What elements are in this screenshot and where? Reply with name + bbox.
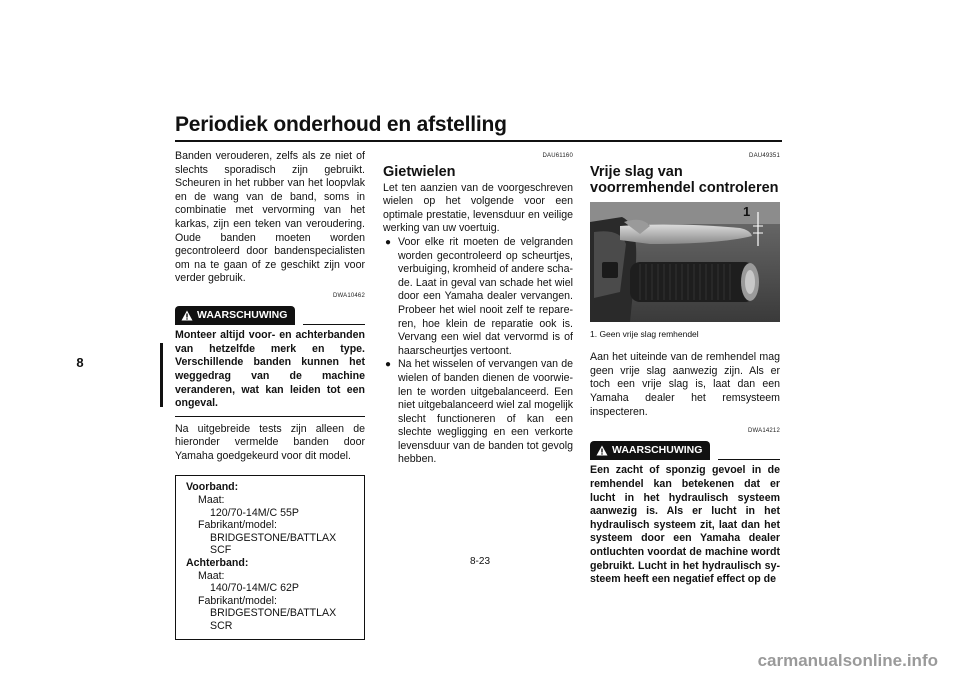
tire-aging-paragraph: Banden verouderen, zelfs als ze niet of slechts sporadisch zijn gebruikt. Scheuren in het rubber van het loopvlak en de wang van de band, soms in combinatie met vervorming van het karkas, zijn een teken van veroudering. Oude banden moeten worden gecontroleerd door bandenspecialisten om na te gaan of ze geschikt zijn voor verder gebruik. (175, 150, 365, 285)
brake-lever-photo (590, 202, 780, 322)
warning-badge (175, 306, 295, 326)
section-code: DAU61160 (542, 153, 573, 159)
approved-tires-paragraph: Na uitgebreide tests zijn alleen de hieronder vermelde banden door Yamaha goedgekeurd voor dit model. (175, 422, 365, 462)
column-3 (590, 150, 780, 587)
brake-lever-illustration (590, 202, 780, 322)
rear-model-value: BRIDGESTONE/BATTLAX SCR (210, 607, 337, 632)
rear-tire-label: Achterband: (186, 557, 249, 570)
rear-size-value: 140/70-14M/C 62P (210, 582, 299, 595)
front-size-label: Maat: (198, 494, 225, 507)
page-title: Periodiek onderhoud en afstelling (175, 113, 507, 136)
warning-badge (590, 441, 710, 461)
free-play-paragraph: Aan het uiteinde van de remhendel mag geen vrije slag aanwezig zijn. Als er toch een vrije slag is, laat dan een Yamaha dealer het remsysteem inspecteren. (590, 351, 780, 418)
section-heading: Vrije slag van voorremhendel controleren (590, 163, 779, 196)
front-model-label: Fabrikant/model: (198, 519, 277, 532)
rear-model-label: Fabrikant/model: (198, 594, 277, 607)
bullet-icon: ● (385, 359, 392, 371)
warning-header (590, 441, 780, 461)
rear-size-label: Maat: (198, 569, 225, 582)
warning-label: WAARSCHUWING (197, 308, 288, 321)
callout-number: 1 (743, 203, 751, 219)
wheels-intro: Let ten aanzien van de voorgeschreven wielen op het volgende voor een optimale prestatie, levensduur en veilige werking van uw voertuig. (383, 181, 573, 235)
front-model-value: BRIDGESTONE/BATTLAX SCF (210, 531, 337, 557)
warning-rule (303, 323, 365, 325)
front-tire-label: Voorband: (186, 481, 239, 494)
warning-text: Een zacht of sponzig gevoel in de remhendel kan betekenen dat er lucht in het hydraulisch systeem aanwezig is. Als er lucht in het hydraulisch systeem zit, laat dan het systeem door een Yamaha dealer ontluchten voordat de machine wordt gebruikt. Lucht in het hydraulisch systeem heeft een negatief effect op de (590, 464, 780, 586)
list-item (383, 236, 573, 358)
warning-header (175, 306, 365, 326)
warning-rule (718, 458, 780, 460)
warning-code: DWA14212 (747, 428, 780, 435)
front-size-value: 120/70-14M/C 55P (210, 506, 299, 519)
chapter-bar (160, 343, 163, 407)
figure-caption: 1. Geen vrije slag remhendel (590, 328, 699, 339)
warning-triangle-icon (181, 310, 193, 321)
list-item-text: Voor elke rit moeten de velgranden worden gecontroleerd op scheurtjes, verbuiging, kromheid of andere schade. Laat in geval van schade het wiel door een Yamaha dealer vervangen. Probeer het wiel nooit zelf te repareren, hoe klein de reparatie ook is. Vervang een wiel dat vervormd is of haarscheurtjes vertoont. (398, 235, 573, 357)
warning-label: WAARSCHUWING (612, 443, 703, 456)
warning-triangle-icon (596, 445, 608, 456)
section-code: DAU49351 (749, 153, 780, 159)
bullet-icon: ● (385, 236, 392, 248)
section-heading: Gietwielen (383, 163, 456, 180)
column-2 (383, 150, 573, 467)
list-item (383, 358, 573, 467)
warning-text: Monteer altijd voor- en achterbanden van hetzelfde merk en type. Verschillende banden kunnen het weggedrag van de machine veranderen, wat kan leiden tot een ongeval. (175, 325, 365, 417)
title-rule (175, 140, 782, 142)
list-item-text: Na het wisselen of vervangen van de wielen of banden dienen de voorwielen te worden uitgebalanceerd. Een niet uitgebalanceerd wiel zal mogelijk slecht functioneren of kan een slechte wegligging en een verkorte levensduur van de banden tot gevolg hebben. (398, 358, 573, 466)
watermark: carmanualsonline.info (757, 651, 938, 670)
chapter-number: 8 (76, 355, 84, 370)
warning-code: DWA10462 (332, 292, 365, 299)
page-number: 8-23 (469, 556, 490, 567)
